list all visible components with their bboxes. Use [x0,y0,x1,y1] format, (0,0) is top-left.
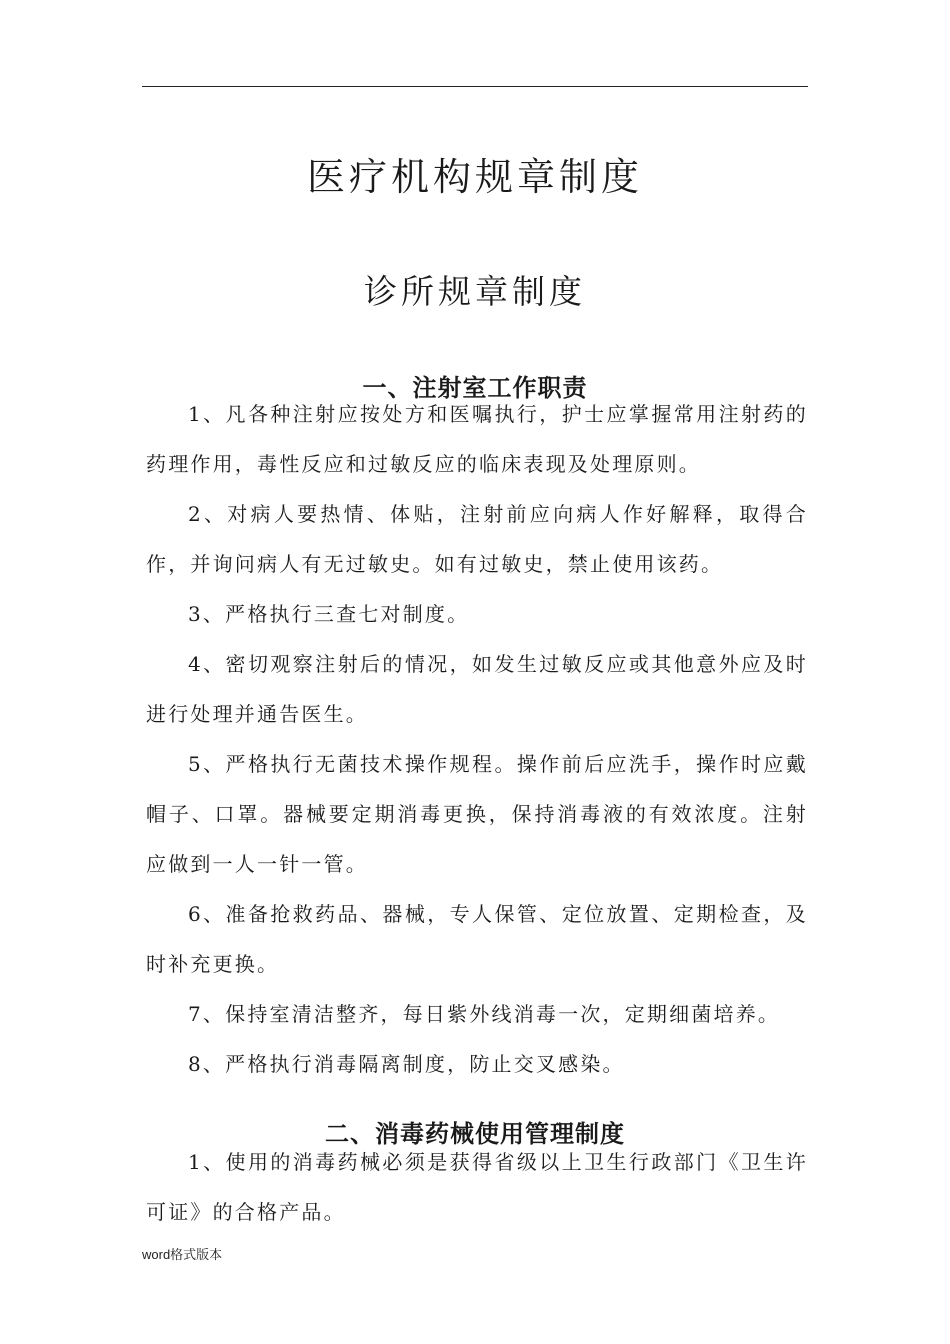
paragraph-1: 1、凡各种注射应按处方和医嘱执行，护士应掌握常用注射药的药理作用，毒性反应和过敏反应的临床表现及处理原则。 [146,402,808,476]
paragraph-8: 8、严格执行消毒隔离制度，防止交叉感染。 [188,1052,625,1076]
section-heading-disinfection: 二、消毒药械使用管理制度 [325,1119,625,1148]
paragraph-6: 6、准备抢救药品、器械，专人保管、定位放置、定期检查，及时补充更换。 [146,902,808,976]
paragraph-disinfection-1: 1、使用的消毒药械必须是获得省级以上卫生行政部门《卫生许可证》的合格产品。 [146,1150,808,1224]
paragraph-7: 7、保持室清洁整齐，每日紫外线消毒一次，定期细菌培养。 [188,1002,781,1026]
paragraph-5: 5、严格执行无菌技术操作规程。操作前后应洗手，操作时应戴帽子、口罩。器械要定期消毒更换，保持消毒液的有效浓度。注射应做到一人一针一管。 [146,752,808,876]
footer-note: word格式版本 [142,1247,223,1262]
paragraph-2: 2、对病人要热情、体贴，注射前应向病人作好解释，取得合作，并询问病人有无过敏史。如有过敏史，禁止使用该药。 [146,502,808,576]
header-rule [142,86,808,87]
document-subtitle: 诊所规章制度 [364,272,586,312]
section-heading-injection-room: 一、注射室工作职责 [362,373,588,402]
document-title: 医疗机构规章制度 [306,155,643,200]
paragraph-3: 3、严格执行三查七对制度。 [188,602,470,626]
paragraph-4: 4、密切观察注射后的情况，如发生过敏反应或其他意外应及时进行处理并通告医生。 [146,652,808,726]
